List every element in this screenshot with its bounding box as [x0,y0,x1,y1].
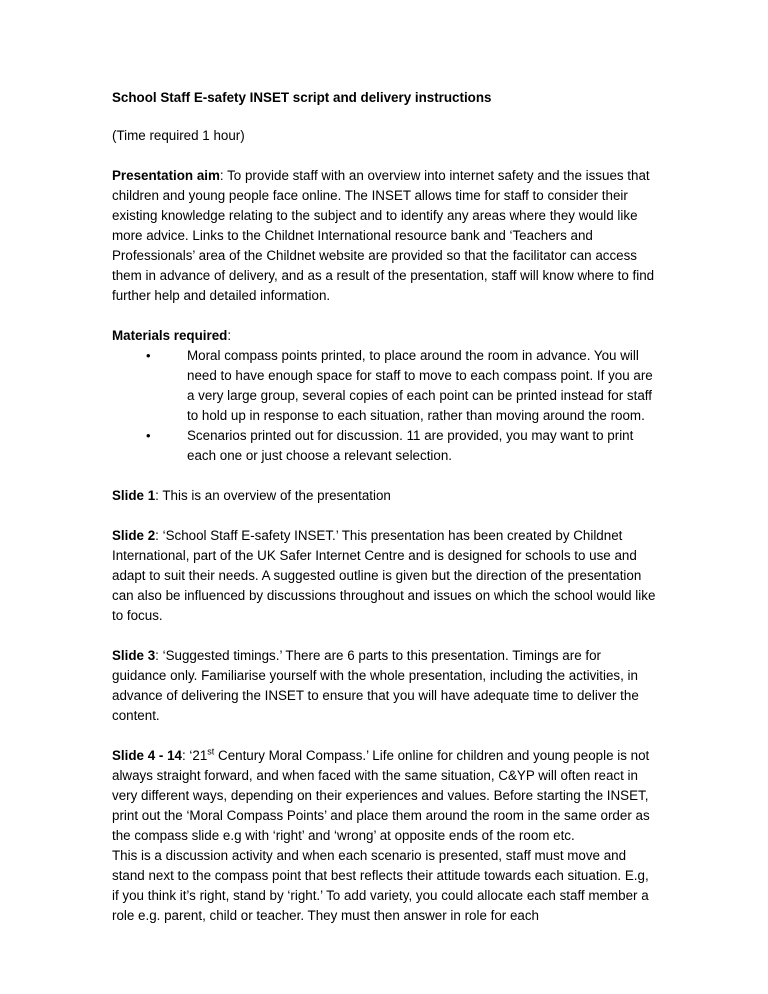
slide-1-paragraph [112,486,658,506]
slide-text: : ‘School Staff E-safety INSET.’ This presentation has been created by Childnet International, part of the UK Safer Internet Centre and is designed for schools to use and adapt to suit their needs. A suggested outline is given but the direction of the presentation can also be influenced by discussions throughout and issues on which the school would like to focus. [112,528,656,623]
slide-text-pre: : ‘21 [181,748,208,763]
materials-heading [112,326,658,346]
document-title: School Staff E-safety INSET script and delivery instructions [112,90,492,105]
slide-label: Slide 2 [112,528,156,543]
presentation-aim-paragraph [112,166,658,306]
slide-label: Slide 1 [112,488,156,503]
time-required: (Time required 1 hour) [112,128,245,143]
ordinal-suffix: st [207,746,215,757]
list-item [112,426,658,466]
bullet-icon: • [146,348,151,363]
document-page [112,88,658,926]
slide-2-paragraph [112,526,658,626]
slide-text: : This is an overview of the presentation [155,488,391,503]
bullet-icon: • [146,428,151,443]
slide-label: Slide 3 [112,648,156,663]
materials-label: Materials required [112,328,228,343]
material-text: Scenarios printed out for discussion. 11 are provided, you may want to print each one or just choose a relevant selection. [187,428,634,463]
slide-label: Slide 4 - 14 [112,748,182,763]
material-text: Moral compass points printed, to place around the room in advance. You will need to have enough space for staff to move to each compass point. If you are a very large group, several copies of each point can be printed instead for staff to hold up in response to each situation, rather than moving around the room. [187,348,653,423]
slide-text: : ‘Suggested timings.’ There are 6 parts to this presentation. Timings are for guidance only. Familiarise yourself with the whole presentation, including the activities, in advance of delivering the INSET to ensure that you will have adequate time to deliver the content. [112,648,639,723]
list-item [112,346,658,426]
slide-3-paragraph [112,646,658,726]
materials-colon: : [227,328,232,343]
aim-label: Presentation aim [112,168,220,183]
materials-list [112,346,658,466]
slide-4-14-paragraph [112,746,658,846]
slide-4-14-continuation: This is a discussion activity and when each scenario is presented, staff must move and stand next to the compass point that best reflects their attitude towards each situation. E.g, if you think it’s right, stand by ‘right.’ To add variety, you could allocate each staff member a role e.g. parent, child or teacher. They must then answer in role for each [112,848,649,923]
slide-text-post: Century Moral Compass.’ Life online for children and young people is not always straight forward, and when faced with the same situation, C&YP will often react in very different ways, depending on their experiences and values. Before starting the INSET, print out the ‘Moral Compass Points’ and place them around the room in the same order as the compass slide e.g with ‘right’ and ‘wrong’ at opposite ends of the room etc. [112,748,650,843]
aim-text: : To provide staff with an overview into internet safety and the issues that children and young people face online. The INSET allows time for staff to consider their existing knowledge relating to the subject and to identify any areas where they would like more advice. Links to the Childnet International resource bank and ‘Teachers and Professionals’ area of the Childnet website are provided so that the facilitator can access them in advance of delivery, and as a result of the presentation, staff will know where to find further help and detailed information. [112,168,655,303]
